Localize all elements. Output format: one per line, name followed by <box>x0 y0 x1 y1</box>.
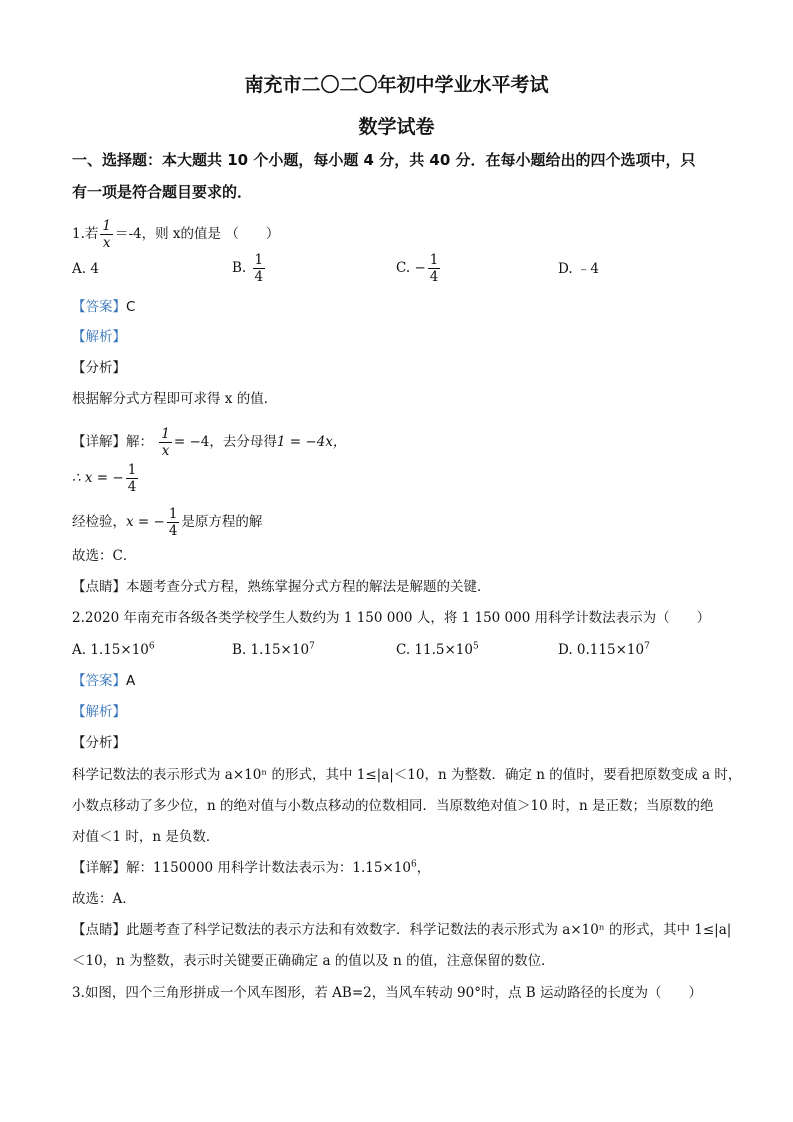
q2-option-b: B. $1.15\times 10^7$ <box>232 641 315 658</box>
q1-jiexi-label: 【解析】 <box>72 329 126 345</box>
q1-stem <box>72 218 279 251</box>
exam-subtitle: 数学试卷 <box>358 116 435 138</box>
q1-number: 1.若 <box>72 226 99 242</box>
q1-fenxi-text: 根据解分式方程即可求得 x 的值． <box>72 391 278 407</box>
q1-option-c-fraction: $\frac{1}{4}$ <box>429 252 439 285</box>
q1-answer: 【答案】C <box>72 299 136 315</box>
q1-check: 经检验，x = − $\frac{1}{4}$ 是原方程的解 <box>72 506 263 539</box>
section-heading-line1: 一、选择题：本大题共 10 个小题，每小题 4 分，共 40 分．在每小题给出的四个选项中，只 <box>72 151 696 169</box>
q1-option-b: B. $\frac{1}{4}$ <box>232 252 264 285</box>
q2-fenxi-line1: 科学记数法的表示形式为 a×10ⁿ 的形式，其中 1≤|a|＜10，n 为整数．确定 n 的值时，要看把原数变成 a 时， <box>72 767 742 783</box>
q2-fenxi-label: 【分析】 <box>72 735 126 751</box>
q1-option-a: A. 4 <box>72 261 99 277</box>
q1-fraction: $\frac{1}{x}$ <box>102 218 111 251</box>
q1-therefore-fraction: $\frac{1}{4}$ <box>127 462 137 495</box>
exam-title: 南充市二〇二〇年初中学业水平考试 <box>244 74 549 96</box>
q2-fenxi-line3: 对值＜1 时，n 是负数． <box>72 829 220 845</box>
q1-option-d: D. ﹣4 <box>558 261 600 277</box>
q2-jiexi-label: 【解析】 <box>72 704 126 720</box>
q1-check-fraction: $\frac{1}{4}$ <box>168 506 178 539</box>
q2-answer: 【答案】A <box>72 673 136 689</box>
q2-dianjing-line1: 【点睛】此题考查了科学记数法的表示方法和有效数字．科学记数法的表示形式为 a×10ⁿ 的形式，其中 1≤|a| <box>72 922 732 938</box>
q2-option-a: A. $1.15\times 10^6$ <box>72 641 155 658</box>
q2-option-d: D. $0.115\times 10^7$ <box>558 641 650 658</box>
q1-option-b-fraction: $\frac{1}{4}$ <box>254 252 264 285</box>
q1-xiangjie-fraction: $\frac{1}{x}$ <box>161 426 170 459</box>
q2-stem: 2.2020 年南充市各级各类学校学生人数约为 1 150 000 人，将 1 150 000 用科学计数法表示为（ ） <box>72 610 711 626</box>
q1-therefore: ∴ x = − $\frac{1}{4}$ <box>72 462 137 495</box>
q1-dianjing: 【点睛】本题考查分式方程，熟练掌握分式方程的解法是解题的关键． <box>72 579 491 595</box>
q1-option-c: C. − $\frac{1}{4}$ <box>396 252 439 285</box>
q1-fenxi-label: 【分析】 <box>72 360 126 376</box>
q2-fenxi-line2: 小数点移动了多少位，n 的绝对值与小数点移动的位数相同．当原数绝对值＞10 时，n 是正数；当原数的绝 <box>72 798 714 814</box>
q1-stem-rest: ＝-4，则 x的值是 （ ） <box>114 226 280 242</box>
q2-dianjing-line2: ＜10，n 为整数，表示时关键要正确确定 a 的值以及 n 的值，注意保留的数位． <box>72 953 555 969</box>
q2-xiangjie: 【详解】解：1150000 用科学计数法表示为：$1.15\times 10^6$， <box>72 859 431 876</box>
q3-stem: 3.如图，四个三角形拼成一个风车图形，若 AB=2，当风车转动 90°时，点 B 运动路径的长度为（ ） <box>72 985 702 1001</box>
q2-choose: 故选：A． <box>72 891 136 907</box>
q1-xiangjie: 【详解】解： $\frac{1}{x}$ = −4，去分母得1 = −4x， <box>72 426 347 459</box>
q1-choose: 故选：C． <box>72 548 137 564</box>
q2-option-c: C. $11.5\times 10^5$ <box>396 641 479 658</box>
section-heading-line2: 有一项是符合题目要求的． <box>72 183 253 201</box>
